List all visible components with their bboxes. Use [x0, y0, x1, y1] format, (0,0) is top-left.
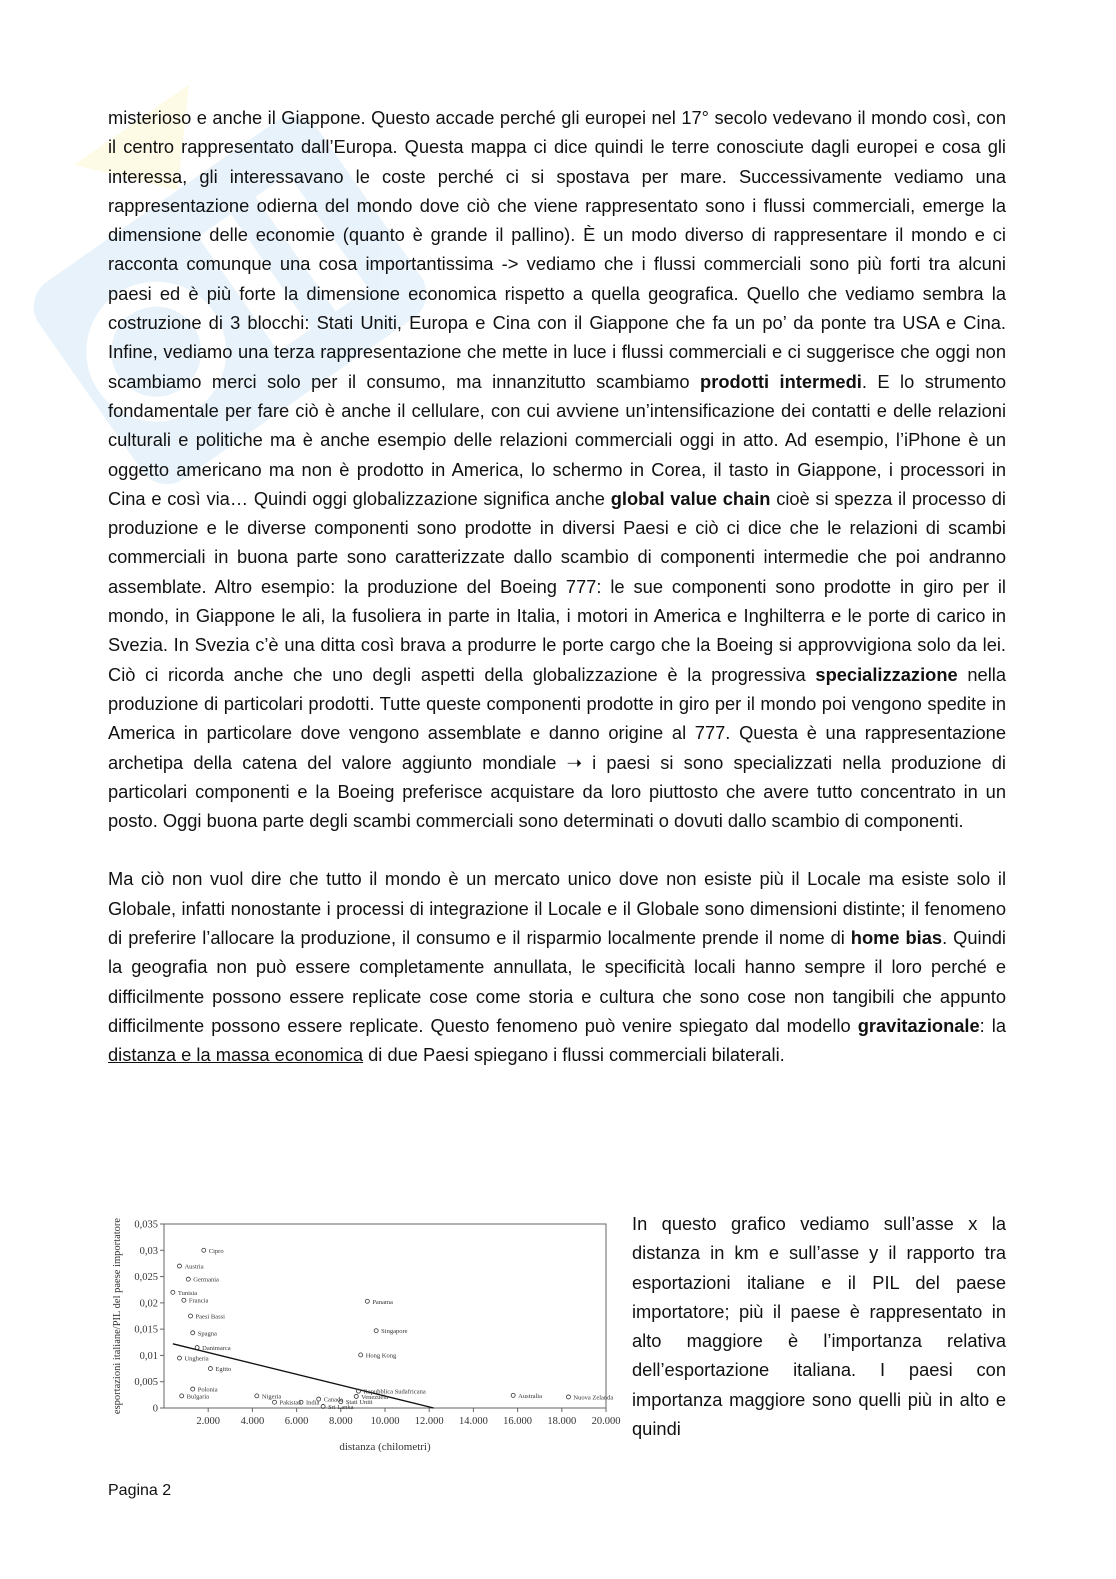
- text-run: . Quindi la geografia non può essere completamente annullata, le specificità locali hanno sempre il loro perché e difficilmente possono essere replicate cose come storia e cultura che sono cose non tangibili che appunto difficilmente possono essere replicate. Questo fenomeno può venire spiegato dal modello: [108, 927, 1006, 1036]
- data-point-label: Francia: [188, 1297, 209, 1305]
- data-point-label: Pakistan: [279, 1399, 302, 1407]
- y-tick-label: 0,01: [139, 1350, 158, 1362]
- data-point: [180, 1394, 184, 1398]
- y-tick-label: 0,035: [134, 1219, 158, 1231]
- data-point: [191, 1331, 195, 1335]
- data-point-label: Stati Uniti: [345, 1399, 373, 1407]
- data-point-label: Canada: [323, 1396, 344, 1404]
- text-run: nella produzione di particolari prodotti. Tutte queste componenti prodotte in giro per il mondo poi vengono spedite in America in particolare dove vengono assemblate e danno origine al 777. Questa è una rappresentazione archetipa della catena del valore aggiunto mondiale ➝ i paesi si sono specializzati nella produzione di particolari componenti e la Boeing preferisce acquistare da loro piuttosto che avere tutto concentrato in un posto. Oggi buona parte degli scambi commerciali sono determinati o dovuti dallo scambio di componenti.: [108, 663, 1006, 832]
- text-run: Ma ciò non vuol dire che tutto il mondo è un mercato unico dove non esiste più il Locale ma esiste solo il Globale, infatti nonostante i processi di integrazione il Locale e il Globale sono dimensioni distinte; il fenomeno di preferire l’allocare la produzione, il consumo e il risparmio localmente prende il nome di: [108, 868, 1006, 949]
- data-point: [374, 1329, 378, 1333]
- data-point: [365, 1299, 369, 1303]
- data-point-label: Nigeria: [261, 1393, 282, 1401]
- data-point-label: Singapore: [381, 1328, 408, 1336]
- plot-frame: [164, 1224, 606, 1408]
- y-tick-label: 0: [152, 1403, 158, 1415]
- page-number: Pagina 2: [108, 1482, 172, 1499]
- data-point-label: Nuova Zelanda: [573, 1394, 614, 1402]
- data-point-label: India: [306, 1399, 320, 1407]
- data-point: [202, 1248, 206, 1252]
- y-tick-label: 0,02: [139, 1298, 158, 1310]
- paragraph-globalization: [108, 103, 1006, 835]
- data-point-label: Tunisia: [177, 1289, 198, 1297]
- bold-term: global value chain: [610, 487, 771, 509]
- underlined-term: distanza e la massa economica: [108, 1044, 364, 1066]
- data-point-label: Spagna: [197, 1330, 217, 1338]
- y-tick-label: 0,005: [134, 1377, 158, 1389]
- data-point-label: Cipro: [208, 1247, 224, 1255]
- bold-term: specializzazione: [815, 663, 958, 685]
- x-tick-label: 8.000: [328, 1416, 353, 1427]
- data-point-label: Bulgaria: [186, 1393, 210, 1401]
- x-tick-label: 4.000: [240, 1416, 265, 1427]
- data-point-label: Polonia: [197, 1386, 218, 1394]
- bold-term: prodotti intermedi: [700, 370, 862, 392]
- data-point: [171, 1290, 175, 1294]
- data-point: [186, 1277, 190, 1281]
- text-run: cioè si spezza il processo di produzione e le diverse componenti sono prodotte in diversi Paesi e ciò ci dice che le relazioni di scambi commerciali in buona parte sono caratterizzate dallo scambio di componenti intermedie che poi andranno assemblate. Altro esempio: la produzione del Boeing 777: le sue componenti sono prodotte in giro per il mondo, in Giappone le ali, la fusoliera in parte in Italia, i motori in America e Inghilterra e le porte di carico in Svezia. In Svezia c’è una ditta così brava a produrre le porte cargo che la Boeing si approvvigiona solo da lei. Ciò ci ricorda anche che uno degli aspetti della globalizzazione è la progressiva: [108, 487, 1006, 685]
- y-tick-label: 0,025: [134, 1272, 158, 1284]
- data-point-label: Australia: [518, 1392, 543, 1400]
- data-point-label: Repubblica Sudafricana: [363, 1388, 426, 1396]
- data-point: [177, 1264, 181, 1268]
- data-point-label: Paesi Bassi: [195, 1313, 225, 1321]
- data-point: [511, 1393, 515, 1397]
- data-point: [191, 1387, 195, 1391]
- chart-description: In questo grafico vediamo sull’asse x la distanza in km e sull’asse y il rapporto tra esportazioni italiane e il PIL del paese importatore; più il paese è rappresentato in alto maggiore è l’importanza relativa dell’esportazione italiana. I paesi con importanza maggiore sono quelli più in alto e quindi: [632, 1213, 1006, 1440]
- text-run: misterioso e anche il Giappone. Questo accade perché gli europei nel 17° secolo vedevano il mondo così, con il centro rappresentato dall’Europa. Questa mappa ci dice quindi le terre conosciute dagli europei e cosa gli interessa, gli interessavano le coste perché ci si spostava per mare. Successivamente vediamo una rappresentazione odierna del mondo dove ciò che viene rappresentato sono i flussi commerciali, emerge la dimensione delle economie (quanto è grande il pallino). È un modo diverso di rappresentare il mondo e ci racconta comunque una cosa importantissima -> vediamo che i flussi commerciali sono più forti tra alcuni paesi ed è più forte la dimensione economica rispetto a quella geografica. Quello che vediamo sembra la costruzione di 3 blocchi: Stati Uniti, Europa e Cina con il Giappone che fa un po’ da ponte tra USA e Cina. Infine, vediamo una terza rappresentazione che mette in luce i flussi commerciali e ci suggerisce che oggi non scambiamo merci solo per il consumo, ma innanzitutto scambiamo: [108, 107, 1006, 392]
- data-point: [177, 1356, 181, 1360]
- data-point: [182, 1298, 186, 1302]
- scatter-figure: [106, 1212, 621, 1460]
- data-point-label: Panama: [372, 1298, 393, 1306]
- x-tick-label: 14.000: [458, 1416, 488, 1427]
- data-point: [189, 1314, 193, 1318]
- x-tick-label: 18.000: [547, 1416, 577, 1427]
- data-point: [273, 1400, 277, 1404]
- data-point-label: Egitto: [215, 1366, 232, 1374]
- data-point-label: Austria: [184, 1263, 204, 1271]
- x-axis-label: distanza (chilometri): [339, 1441, 431, 1453]
- x-tick-label: 10.000: [370, 1416, 400, 1427]
- text-run: : la: [979, 1014, 1006, 1036]
- data-point-label: Venezuela: [361, 1393, 388, 1401]
- bold-term: home bias: [850, 927, 943, 949]
- y-tick-label: 0,015: [134, 1324, 158, 1336]
- text-run: di due Paesi spiegano i flussi commerciali bilaterali.: [363, 1044, 785, 1066]
- x-tick-label: 2.000: [196, 1416, 221, 1427]
- x-tick-label: 12.000: [414, 1416, 444, 1427]
- data-point: [255, 1394, 259, 1398]
- x-tick-label: 16.000: [503, 1416, 533, 1427]
- scatter-chart: [106, 1212, 621, 1460]
- data-point: [208, 1367, 212, 1371]
- text-run: . E lo strumento fondamentale per fare ciò è anche il cellulare, con cui avviene un’intensificazione dei contatti e delle relazioni culturali e politiche ma è anche esempio delle relazioni commerciali oggi in atto. Ad esempio, l’iPhone è un oggetto americano ma non è prodotto in America, lo schermo in Corea, il tasto in Giappone, i processori in Cina e così via… Quindi oggi globalizzazione significa anche: [108, 370, 1007, 509]
- bold-term: gravitazionale: [857, 1014, 980, 1036]
- data-point: [195, 1346, 199, 1350]
- data-point-label: Ungheria: [184, 1355, 209, 1363]
- body-text: [108, 103, 1006, 1070]
- data-point-label: Danimarca: [202, 1345, 231, 1353]
- x-tick-label: 6.000: [284, 1416, 309, 1427]
- data-point: [359, 1353, 363, 1357]
- paragraph-home-bias: [108, 864, 1006, 1069]
- x-tick-label: 20.000: [591, 1416, 621, 1427]
- data-point-label: Sri Lanka: [328, 1403, 354, 1411]
- data-point: [566, 1395, 570, 1399]
- y-tick-label: 0,03: [139, 1245, 158, 1257]
- data-point-label: Germania: [193, 1276, 219, 1284]
- data-point-label: Hong Kong: [365, 1352, 397, 1360]
- data-point: [354, 1394, 358, 1398]
- y-axis-label: esportazioni italiane/PIL del paese importatore: [112, 1217, 123, 1415]
